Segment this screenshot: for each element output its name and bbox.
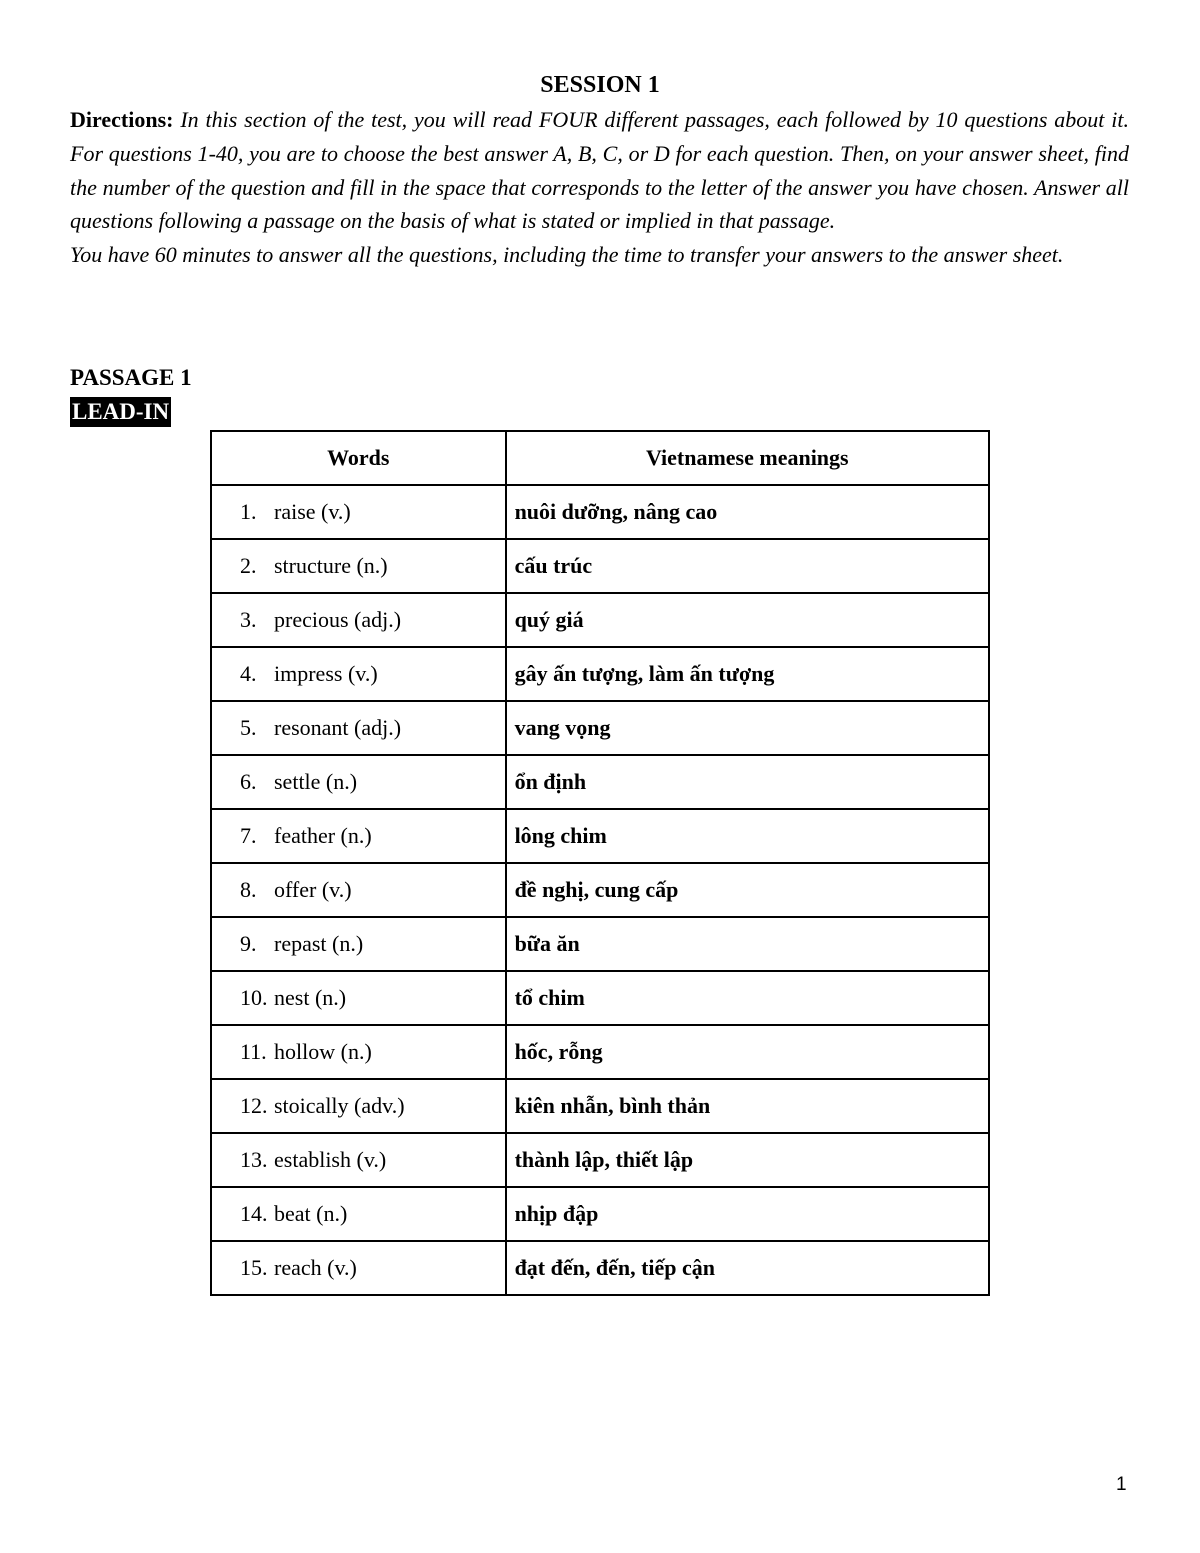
row-number: 9. [240,931,257,956]
word-text: hollow (n.) [274,1039,372,1064]
word-cell [211,971,506,1025]
table-row [211,539,989,593]
word-cell [211,593,506,647]
word-text: nest (n.) [274,985,347,1010]
table-row [211,701,989,755]
word-cell [211,1187,506,1241]
table-header-row [211,431,989,485]
meaning-cell: vang vọng [506,701,989,755]
word-cell [211,863,506,917]
row-number: 11. [240,1039,267,1064]
word-text: feather (n.) [274,823,372,848]
word-text: stoically (adv.) [274,1093,405,1118]
row-number: 14. [240,1201,268,1226]
table-row [211,971,989,1025]
row-number: 8. [240,877,257,902]
meaning-cell: đề nghị, cung cấp [506,863,989,917]
row-number: 10. [240,985,268,1010]
table-row [211,647,989,701]
row-number: 3. [240,607,257,632]
meaning-cell: cấu trúc [506,539,989,593]
word-cell [211,1025,506,1079]
word-cell [211,701,506,755]
word-text: structure (n.) [274,553,388,578]
header-words: Words [211,431,506,485]
table-row [211,1079,989,1133]
vocabulary-table [210,430,990,1296]
row-number: 15. [240,1255,268,1280]
word-text: establish (v.) [274,1147,387,1172]
meaning-cell: lông chim [506,809,989,863]
word-cell [211,1133,506,1187]
row-number: 13. [240,1147,268,1172]
meaning-cell: kiên nhẫn, bình thản [506,1079,989,1133]
table-row [211,809,989,863]
row-number: 4. [240,661,257,686]
word-cell [211,1241,506,1295]
word-text: settle (n.) [274,769,358,794]
word-text: reach (v.) [274,1255,357,1280]
meaning-cell: hốc, rỗng [506,1025,989,1079]
time-note: You have 60 minutes to answer all the questions, including the time to transfer your answers to the answer sheet. [70,242,1064,268]
word-text: raise (v.) [274,499,351,524]
word-cell [211,917,506,971]
meaning-cell: thành lập, thiết lập [506,1133,989,1187]
row-number: 2. [240,553,257,578]
row-number: 7. [240,823,257,848]
meaning-cell: tổ chim [506,971,989,1025]
word-text: impress (v.) [274,661,378,686]
header-meanings: Vietnamese meanings [506,431,989,485]
word-text: beat (n.) [274,1201,348,1226]
table-row [211,485,989,539]
word-cell [211,647,506,701]
meaning-cell: ổn định [506,755,989,809]
word-cell [211,485,506,539]
table-row [211,917,989,971]
word-cell [211,539,506,593]
word-text: repast (n.) [274,931,364,956]
table-row [211,755,989,809]
table-row [211,1025,989,1079]
directions-label: Directions: [70,107,174,132]
meaning-cell: bữa ăn [506,917,989,971]
row-number: 12. [240,1093,268,1118]
word-text: resonant (adj.) [274,715,402,740]
meaning-cell: gây ấn tượng, làm ấn tượng [506,647,989,701]
row-number: 6. [240,769,257,794]
session-title: SESSION 1 [540,72,660,98]
lead-in-label: LEAD-IN [70,397,171,427]
table-row [211,1187,989,1241]
directions-paragraph [70,103,1129,238]
passage-title: PASSAGE 1 [70,365,192,390]
row-number: 1. [240,499,257,524]
word-text: offer (v.) [274,877,352,902]
directions-text: In this section of the test, you will read FOUR different passages, each followed by 10 questions about it. For questions 1-40, you are to choose the best answer A, B, C, or D for each question. Then, on your answer sheet, find the number of the question and fill in the space that corresponds to the letter of the answer you have chosen. Answer all questions following a passage on the basis of what is stated or implied in that passage. [70,107,1129,234]
word-cell [211,755,506,809]
vocabulary-table-body [211,485,989,1295]
table-row [211,1133,989,1187]
page-number: 1 [1116,1474,1127,1495]
meaning-cell: nhịp đập [506,1187,989,1241]
meaning-cell: quý giá [506,593,989,647]
directions-block [70,103,1129,272]
table-row [211,1241,989,1295]
word-cell [211,809,506,863]
table-row [211,863,989,917]
word-text: precious (adj.) [274,607,402,632]
meaning-cell: đạt đến, đến, tiếp cận [506,1241,989,1295]
word-cell [211,1079,506,1133]
row-number: 5. [240,715,257,740]
meaning-cell: nuôi dưỡng, nâng cao [506,485,989,539]
table-row [211,593,989,647]
